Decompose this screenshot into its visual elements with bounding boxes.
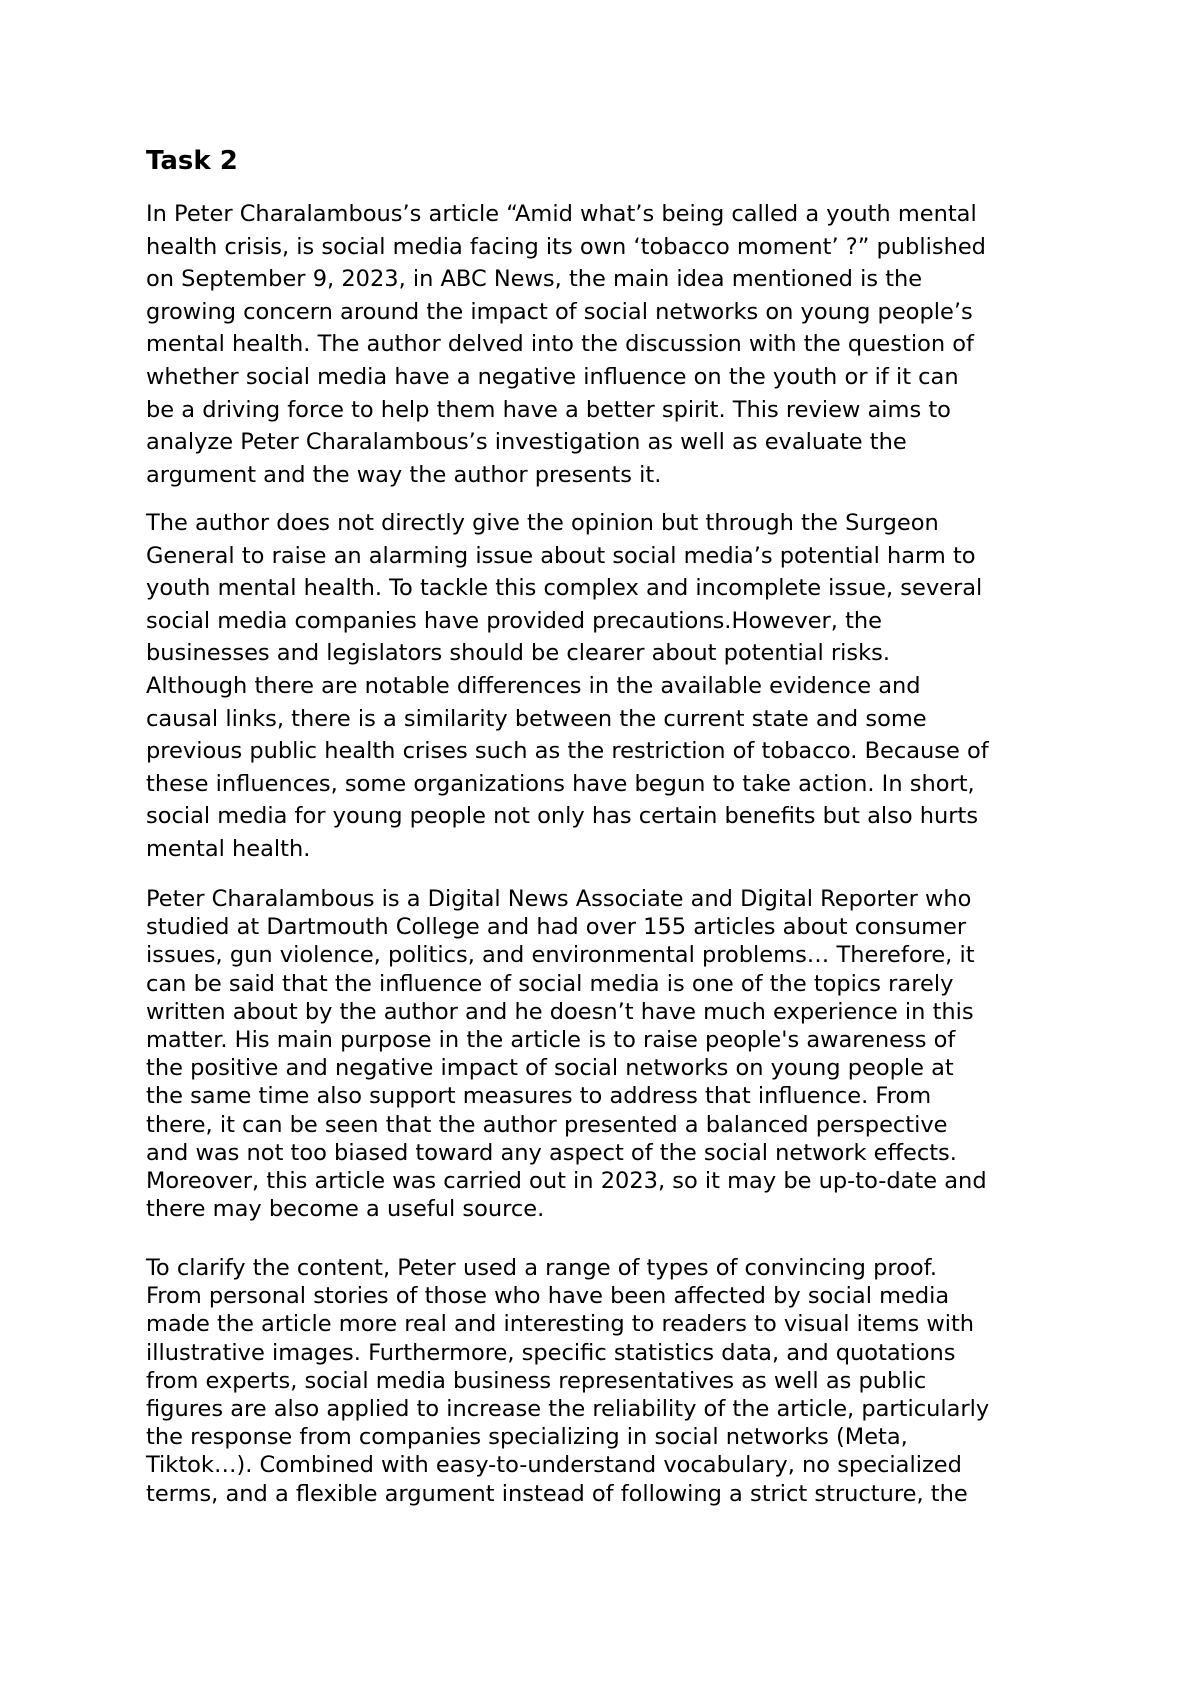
text-line: figures are also applied to increase the reliability of the article, particularly (146, 1396, 990, 1423)
text-line: there, it can be seen that the author presented a balanced perspective (146, 1111, 948, 1138)
text-line: causal links, there is a similarity between the current state and some (146, 705, 927, 732)
text-line: illustrative images. Furthermore, specific statistics data, and quotations (146, 1339, 956, 1366)
text-line: health crisis, is social media facing its own ‘tobacco moment’ ?” published (146, 233, 986, 260)
text-line: matter. His main purpose in the article is to raise people's awareness of (146, 1027, 956, 1054)
text-line: Tiktok…). Combined with easy-to-understand vocabulary, no specialized (146, 1452, 962, 1479)
paragraph-1 (146, 198, 986, 491)
text-line: To clarify the content, Peter used a range of types of convincing proof. (146, 1255, 938, 1281)
text-line: analyze Peter Charalambous’s investigation as well as evaluate the (146, 429, 907, 456)
text-line: mental health. (146, 835, 311, 862)
text-line: the same time also support measures to address that influence. From (146, 1083, 932, 1110)
text-line: Although there are notable differences in the available evidence and (146, 672, 921, 699)
text-line: General to raise an alarming issue about social media’s potential harm to (146, 542, 976, 569)
text-line: Moreover, this article was carried out in 2023, so it may be up-to-date and (146, 1168, 987, 1195)
text-line: and was not too biased toward any aspect of the social network effects. (146, 1139, 957, 1166)
text-line: can be said that the influence of social media is one of the topics rarely (146, 970, 954, 997)
text-line: be a driving force to help them have a better spirit. This review aims to (146, 396, 951, 423)
text-line: whether social media have a negative influence on the youth or if it can (146, 363, 959, 390)
text-line: the positive and negative impact of social networks on young people at (146, 1055, 954, 1082)
text-line: businesses and legislators should be clearer about potential risks. (146, 640, 891, 667)
text-line: studied at Dartmouth College and had over 155 articles about consumer (146, 914, 967, 941)
text-line: From personal stories of those who have been affected by social media (146, 1283, 950, 1310)
text-line: written about by the author and he doesn’t have much experience in this (146, 998, 974, 1025)
text-line: youth mental health. To tackle this complex and incomplete issue, several (146, 575, 983, 602)
text-line: growing concern around the impact of social networks on young people’s (146, 298, 973, 325)
text-line: social media for young people not only has certain benefits but also hurts (146, 803, 979, 830)
text-line: terms, and a flexible argument instead of following a strict structure, the (146, 1480, 968, 1507)
text-line: previous public health crises such as the restriction of tobacco. Because of (146, 738, 989, 765)
text-line: In Peter Charalambous’s article “Amid what’s being called a youth mental (146, 201, 977, 227)
text-line: the response from companies specializing in social networks (Meta, (146, 1424, 908, 1451)
text-line: social media companies have provided precautions.However, the (146, 607, 883, 634)
text-line: there may become a useful source. (146, 1196, 545, 1223)
document-heading: Task 2 (146, 146, 238, 176)
text-line: The author does not directly give the opinion but through the Surgeon (146, 510, 939, 536)
text-line: made the article more real and interesting to readers to visual items with (146, 1311, 975, 1338)
text-line: from experts, social media business representatives as well as public (146, 1367, 927, 1394)
paragraph-4 (146, 1254, 989, 1508)
text-line: Peter Charalambous is a Digital News Associate and Digital Reporter who (146, 886, 972, 912)
text-line: issues, gun violence, politics, and environmental problems… Therefore, it (146, 942, 975, 969)
paragraph-2 (146, 507, 989, 866)
paragraph-3 (146, 885, 987, 1223)
text-line: mental health. The author delved into the discussion with the question of (146, 331, 974, 358)
text-line: these influences, some organizations have begun to take action. In short, (146, 770, 975, 797)
text-line: argument and the way the author presents it. (146, 461, 662, 488)
text-line: on September 9, 2023, in ABC News, the main idea mentioned is the (146, 266, 923, 293)
